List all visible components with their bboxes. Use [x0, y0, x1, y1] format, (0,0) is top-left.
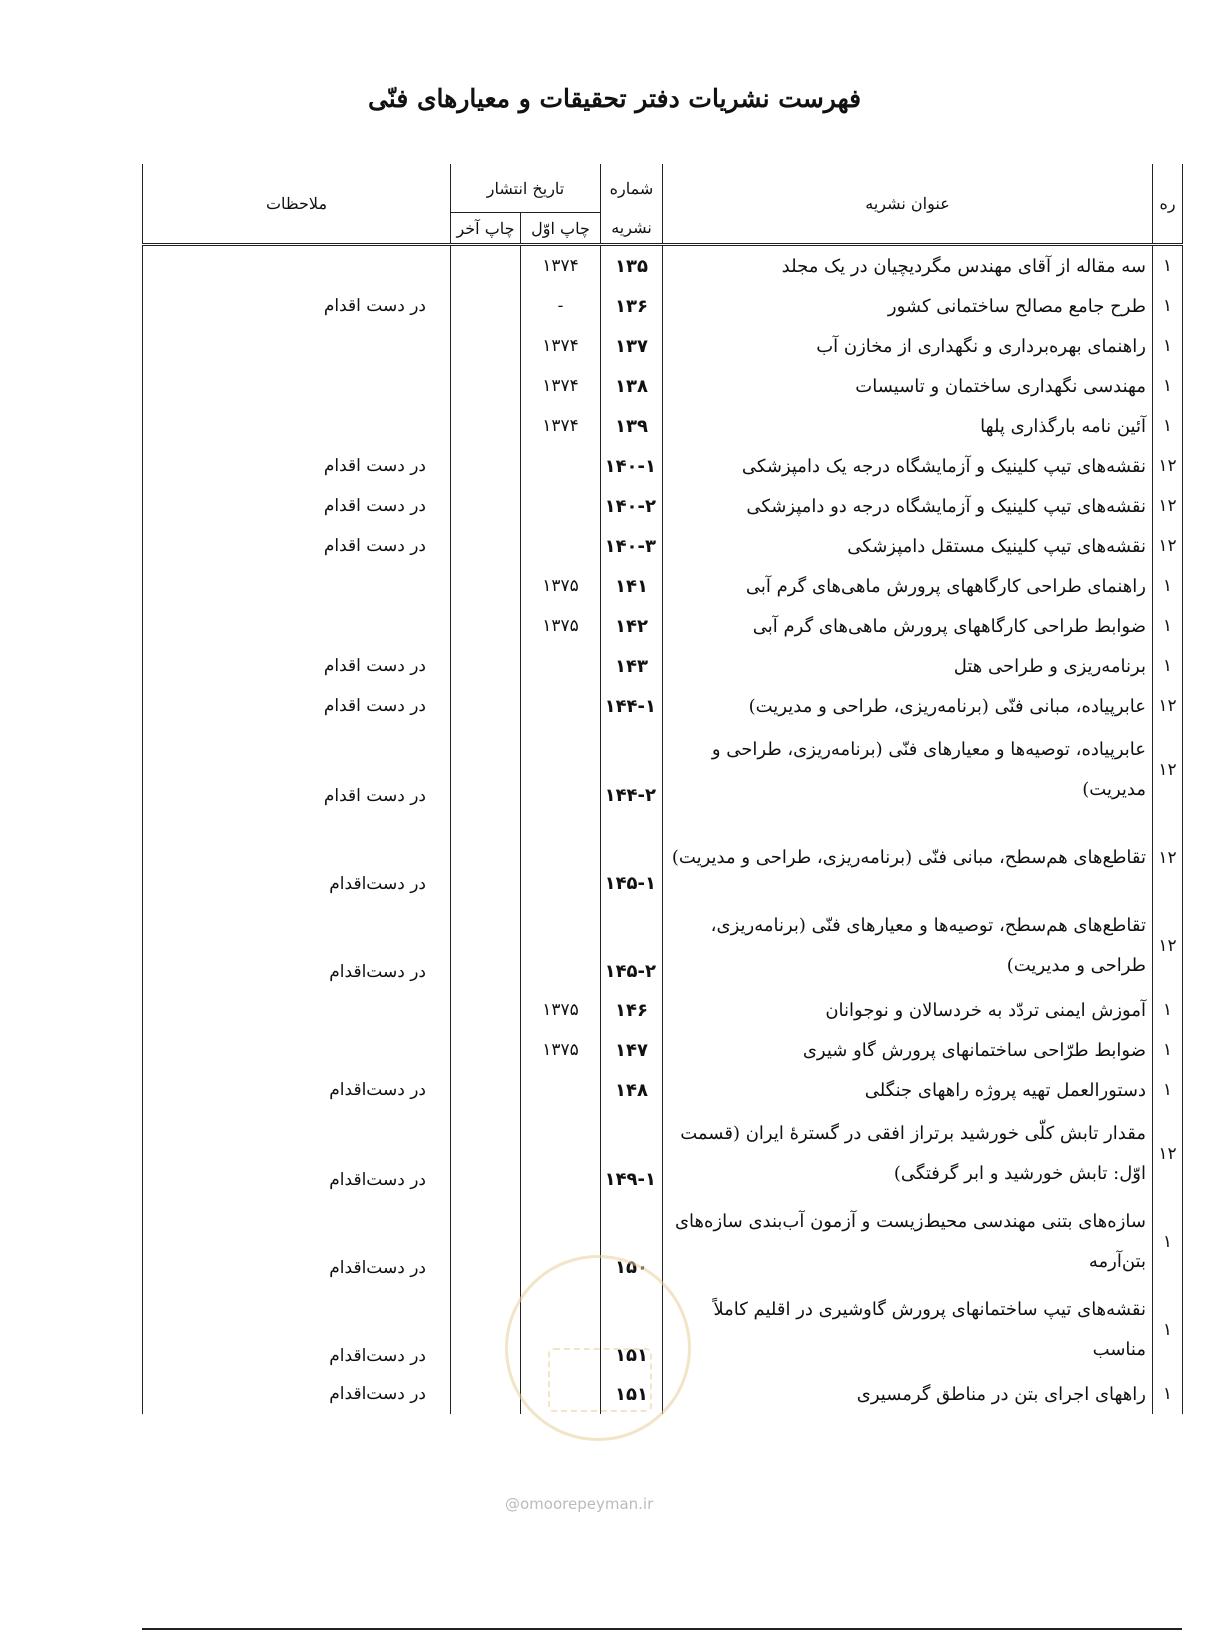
row-index: ۱: [1153, 286, 1183, 326]
table-row: [143, 1198, 1183, 1286]
row-last-print: [451, 606, 521, 646]
table-body: [143, 245, 1183, 1415]
row-title: سه مقاله از آقای مهندس مگردیچیان در یک مجلد: [663, 245, 1153, 287]
row-number: ۱۴۳: [601, 646, 663, 686]
row-last-print: [451, 446, 521, 486]
table-row: [143, 990, 1183, 1030]
row-notes: [143, 245, 451, 287]
table-row: [143, 1070, 1183, 1110]
row-last-print: [451, 990, 521, 1030]
row-last-print: [451, 686, 521, 726]
row-notes: در دست اقدام: [143, 486, 451, 526]
row-number: ۱۵۱: [601, 1374, 663, 1414]
row-notes: در دست‌اقدام: [143, 814, 451, 902]
row-title: طرح جامع مصالح ساختمانی کشور: [663, 286, 1153, 326]
row-number: ۱۴۴-۱: [601, 686, 663, 726]
row-number: ۱۳۶: [601, 286, 663, 326]
row-first-print: ۱۳۷۵: [521, 606, 601, 646]
row-notes: در دست اقدام: [143, 526, 451, 566]
row-index: ۱: [1153, 606, 1183, 646]
row-first-print: ۱۳۷۵: [521, 1030, 601, 1070]
row-number: ۱۴۷: [601, 1030, 663, 1070]
row-index: ۱۲: [1153, 814, 1183, 902]
row-first-print: ۱۳۷۵: [521, 566, 601, 606]
row-title: برنامه‌ریزی و طراحی هتل: [663, 646, 1153, 686]
row-first-print: [521, 726, 601, 814]
row-notes: در دست اقدام: [143, 446, 451, 486]
table-row: [143, 366, 1183, 406]
row-index: ۱: [1153, 566, 1183, 606]
row-notes: [143, 1030, 451, 1070]
row-last-print: [451, 326, 521, 366]
row-notes: در دست‌اقدام: [143, 1110, 451, 1198]
row-first-print: [521, 526, 601, 566]
row-last-print: [451, 1110, 521, 1198]
row-number: ۱۴۱: [601, 566, 663, 606]
row-last-print: [451, 245, 521, 287]
row-index: ۱۲: [1153, 1110, 1183, 1198]
row-notes: [143, 326, 451, 366]
row-first-print: ۱۳۷۴: [521, 245, 601, 287]
row-last-print: [451, 286, 521, 326]
row-last-print: [451, 406, 521, 446]
row-number: ۱۴۵-۲: [601, 902, 663, 990]
row-first-print: [521, 902, 601, 990]
table-row: [143, 446, 1183, 486]
row-index: ۱: [1153, 1374, 1183, 1414]
row-last-print: [451, 646, 521, 686]
row-first-print: [521, 646, 601, 686]
row-index: ۱۲: [1153, 486, 1183, 526]
row-first-print: ۱۳۷۴: [521, 326, 601, 366]
row-last-print: [451, 1198, 521, 1286]
table-row: [143, 902, 1183, 990]
row-notes: در دست‌اقدام: [143, 1070, 451, 1110]
row-notes: در دست‌اقدام: [143, 902, 451, 990]
table-row: [143, 526, 1183, 566]
row-title: آئین نامه بارگذاری پلها: [663, 406, 1153, 446]
row-title: مقدار تابش کلّی خورشید برتراز افقی در گسترهٔ ایران (قسمت اوّل: تابش خورشید و ابر گرفتگی): [663, 1110, 1153, 1198]
header-index: ره: [1153, 164, 1183, 245]
table-row: [143, 566, 1183, 606]
row-number: ۱۵۰: [601, 1198, 663, 1286]
row-title: آموزش ایمنی تردّد به خردسالان و نوجوانان: [663, 990, 1153, 1030]
row-last-print: [451, 366, 521, 406]
seal-stamp: [505, 1255, 691, 1441]
row-title: سازه‌های بتنی مهندسی محیط‌زیست و آزمون آب‌بندی سازه‌های بتن‌آرمه: [663, 1198, 1153, 1286]
row-title: نقشه‌های تیپ کلینیک و آزمایشگاه درجه یک دامپزشکی: [663, 446, 1153, 486]
row-number: ۱۴۴-۲: [601, 726, 663, 814]
row-index: ۱: [1153, 366, 1183, 406]
header-number-bottom: نشریه: [601, 213, 663, 245]
row-title: نقشه‌های تیپ کلینیک مستقل دامپزشکی: [663, 526, 1153, 566]
row-notes: در دست اقدام: [143, 726, 451, 814]
row-first-print: ۱۳۷۴: [521, 366, 601, 406]
row-title: نقشه‌های تیپ کلینیک و آزمایشگاه درجه دو دامپزشکی: [663, 486, 1153, 526]
row-index: ۱: [1153, 326, 1183, 366]
row-number: ۱۴۰-۲: [601, 486, 663, 526]
header-title: عنوان نشریه: [663, 164, 1153, 245]
row-first-print: -: [521, 286, 601, 326]
row-notes: در دست اقدام: [143, 686, 451, 726]
header-first-print: چاپ اوّل: [521, 213, 601, 245]
table-row: [143, 726, 1183, 814]
row-first-print: ۱۳۷۴: [521, 406, 601, 446]
row-title: تقاطع‌های هم‌سطح، مبانی فنّی (برنامه‌ریزی، طراحی و مدیریت): [663, 814, 1153, 902]
table-row: [143, 245, 1183, 287]
table-row: [143, 646, 1183, 686]
row-index: ۱۲: [1153, 902, 1183, 990]
row-last-print: [451, 814, 521, 902]
header-last-print: چاپ آخر: [451, 213, 521, 245]
row-index: ۱: [1153, 1198, 1183, 1286]
row-index: ۱۲: [1153, 686, 1183, 726]
row-number: ۱۵۱: [601, 1286, 663, 1374]
table-row: [143, 686, 1183, 726]
row-last-print: [451, 902, 521, 990]
row-number: ۱۴۹-۱: [601, 1110, 663, 1198]
row-number: ۱۴۵-۱: [601, 814, 663, 902]
row-notes: در دست‌اقدام: [143, 1374, 451, 1414]
row-index: ۱: [1153, 990, 1183, 1030]
row-title: راههای اجرای بتن در مناطق گرمسیری: [663, 1374, 1153, 1414]
row-index: ۱۲: [1153, 726, 1183, 814]
row-first-print: [521, 446, 601, 486]
row-index: ۱: [1153, 1286, 1183, 1374]
table-row: [143, 1110, 1183, 1198]
header-notes: ملاحظات: [143, 164, 451, 245]
row-notes: [143, 566, 451, 606]
row-title: راهنمای طراحی کارگاههای پرورش ماهی‌های گرم آبی: [663, 566, 1153, 606]
row-first-print: [521, 814, 601, 902]
row-first-print: [521, 1110, 601, 1198]
row-index: ۱۲: [1153, 446, 1183, 486]
row-first-print: [521, 686, 601, 726]
row-index: ۱۲: [1153, 526, 1183, 566]
row-title: مهندسی نگهداری ساختمان و تاسیسات: [663, 366, 1153, 406]
publications-table: [142, 164, 1183, 1414]
row-number: ۱۴۸: [601, 1070, 663, 1110]
row-title: دستورالعمل تهیه پروژه راههای جنگلی: [663, 1070, 1153, 1110]
row-notes: [143, 606, 451, 646]
watermark: @omoorepeyman.ir: [505, 1495, 654, 1513]
table-row: [143, 486, 1183, 526]
row-last-print: [451, 526, 521, 566]
row-number: ۱۴۲: [601, 606, 663, 646]
row-notes: در دست‌اقدام: [143, 1286, 451, 1374]
row-number: ۱۴۶: [601, 990, 663, 1030]
row-notes: در دست‌اقدام: [143, 1198, 451, 1286]
row-number: ۱۳۹: [601, 406, 663, 446]
page-title: فهرست نشریات دفتر تحقیقات و معیارهای فنّی: [367, 84, 862, 113]
row-index: ۱: [1153, 406, 1183, 446]
row-last-print: [451, 726, 521, 814]
header-date-group: تاریخ انتشار: [451, 164, 601, 213]
row-title: تقاطع‌های هم‌سطح، توصیه‌ها و معیارهای فنّی (برنامه‌ریزی، طراحی و مدیریت): [663, 902, 1153, 990]
row-index: ۱: [1153, 245, 1183, 287]
row-first-print: ۱۳۷۵: [521, 990, 601, 1030]
row-notes: [143, 990, 451, 1030]
row-last-print: [451, 566, 521, 606]
row-index: ۱: [1153, 646, 1183, 686]
row-first-print: [521, 1070, 601, 1110]
row-number: ۱۴۰-۳: [601, 526, 663, 566]
row-index: ۱: [1153, 1070, 1183, 1110]
row-notes: در دست اقدام: [143, 286, 451, 326]
row-title: عابرپیاده، توصیه‌ها و معیارهای فنّی (برنامه‌ریزی، طراحی و مدیریت): [663, 726, 1153, 814]
row-title: عابرپیاده، مبانی فنّی (برنامه‌ریزی، طراحی و مدیریت): [663, 686, 1153, 726]
row-notes: [143, 406, 451, 446]
table-row: [143, 406, 1183, 446]
row-title: ضوابط طراحی کارگاههای پرورش ماهی‌های گرم آبی: [663, 606, 1153, 646]
row-index: ۱: [1153, 1030, 1183, 1070]
table-row: [143, 286, 1183, 326]
row-last-print: [451, 486, 521, 526]
row-title: ضوابط طرّاحی ساختمانهای پرورش گاو شیری: [663, 1030, 1153, 1070]
row-title: راهنمای بهره‌برداری و نگهداری از مخازن آب: [663, 326, 1153, 366]
table-row: [143, 1030, 1183, 1070]
table-row: [143, 814, 1183, 902]
row-last-print: [451, 1070, 521, 1110]
row-notes: [143, 366, 451, 406]
row-number: ۱۳۸: [601, 366, 663, 406]
row-number: ۱۴۰-۱: [601, 446, 663, 486]
row-number: ۱۳۵: [601, 245, 663, 287]
row-notes: در دست اقدام: [143, 646, 451, 686]
row-last-print: [451, 1030, 521, 1070]
table-row: [143, 606, 1183, 646]
bottom-border: [142, 1628, 1182, 1630]
row-title: نقشه‌های تیپ ساختمانهای پرورش گاوشیری در اقلیم کاملاً مناسب: [663, 1286, 1153, 1374]
table-row: [143, 326, 1183, 366]
row-number: ۱۳۷: [601, 326, 663, 366]
row-first-print: [521, 486, 601, 526]
header-number-top: شماره: [601, 164, 663, 213]
